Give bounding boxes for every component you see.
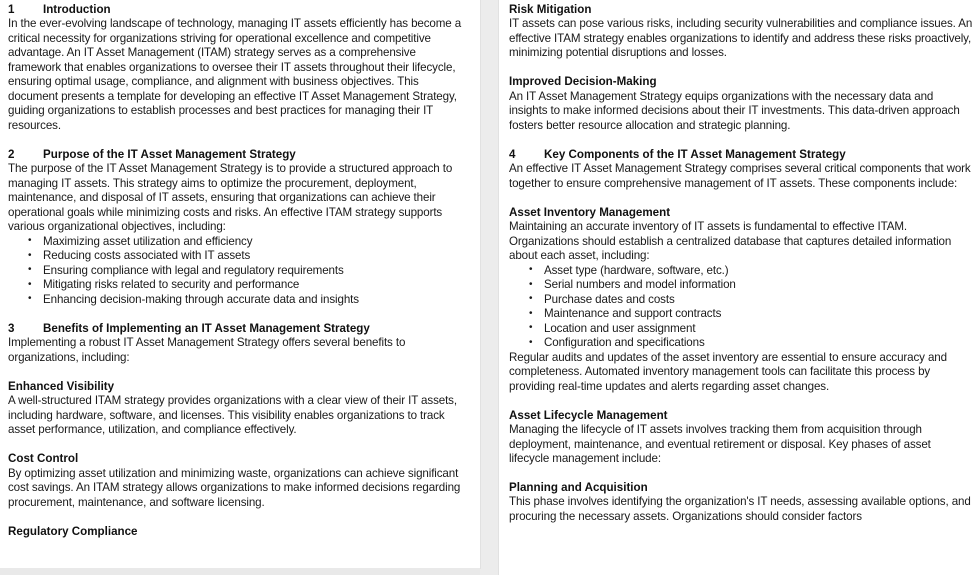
subsection-heading: Risk Mitigation bbox=[509, 3, 592, 16]
paragraph: The purpose of the IT Asset Management Strategy is to provide a structured approach to managing IT assets. This strategy aims to optimize the procurement, deployment, maintenance, and disposal of IT assets, ensuring that organizations can achieve their operational goals while minimizing costs and risks. An effective ITAM strategy supports various organizational objectives, including: bbox=[8, 162, 453, 234]
page-left-content bbox=[8, 3, 466, 539]
list-item: • Asset type (hardware, software, etc.) bbox=[509, 264, 974, 279]
paragraph: An effective IT Asset Management Strategy comprises several critical components that work together to ensure comprehensive management of IT assets. These components include: bbox=[509, 162, 971, 190]
list-item: • Ensuring compliance with legal and regulatory requirements bbox=[8, 264, 466, 279]
list-item: • Maximizing asset utilization and efficiency bbox=[8, 235, 466, 250]
subsection-heading: Regulatory Compliance bbox=[8, 524, 138, 538]
list-item: • Configuration and specifications bbox=[509, 336, 974, 351]
document-page-right[interactable] bbox=[499, 0, 980, 575]
paragraph: Managing the lifecycle of IT assets involves tracking them from acquisition through deployment, maintenance, and eventual retirement or disposal. Key phases of asset lifecycle management include: bbox=[509, 423, 931, 466]
subsection-heading: Enhanced Visibility bbox=[8, 379, 115, 393]
subsection-heading: Cost Control bbox=[8, 452, 79, 466]
paragraph: Maintaining an accurate inventory of IT assets is fundamental to effective ITAM. Organizations should establish a centralized database that captures detailed information about each asset, including: bbox=[509, 220, 952, 263]
list-item: • Location and user assignment bbox=[509, 322, 974, 337]
section-number: 3 bbox=[8, 321, 15, 335]
section-heading bbox=[509, 148, 974, 162]
subsection-heading: Improved Decision-Making bbox=[509, 75, 657, 89]
section-heading bbox=[8, 322, 466, 336]
viewer-bottom-edge bbox=[0, 568, 480, 575]
section-heading bbox=[8, 148, 466, 162]
section-heading bbox=[8, 3, 466, 17]
section-number: 1 bbox=[8, 3, 15, 16]
subsection-heading: Asset Lifecycle Management bbox=[509, 408, 668, 422]
list-item: • Enhancing decision-making through accurate data and insights bbox=[8, 293, 466, 308]
page-right-content bbox=[509, 3, 974, 524]
paragraph: A well-structured ITAM strategy provides organizations with a clear view of their IT assets, including hardware, software, and licenses. This visibility enables organizations to track asset performance, utilization, and compliance effectively. bbox=[8, 394, 457, 437]
paragraph: Implementing a robust IT Asset Management Strategy offers several benefits to organizations, including: bbox=[8, 336, 406, 364]
paragraph: IT assets can pose various risks, including security vulnerabilities and compliance issues. An effective ITAM strategy enables organizations to identify and address these risks proactively, minimizing potential disruptions and losses. bbox=[509, 17, 973, 60]
bullet-list bbox=[509, 264, 974, 351]
page-spread-divider bbox=[480, 0, 499, 575]
subsection-heading: Planning and Acquisition bbox=[509, 481, 648, 495]
list-item: • Reducing costs associated with IT assets bbox=[8, 249, 466, 264]
section-title: Purpose of the IT Asset Management Strategy bbox=[43, 147, 296, 161]
section-title: Benefits of Implementing an IT Asset Management Strategy bbox=[43, 321, 370, 335]
paragraph: Regular audits and updates of the asset inventory are essential to ensure accuracy and completeness. Automated inventory management tools can facilitate this process by providing real-time updates and alerts regarding asset changes. bbox=[509, 350, 947, 393]
section-title: Introduction bbox=[43, 3, 111, 16]
document-page-left[interactable] bbox=[0, 0, 480, 568]
subsection-heading: Asset Inventory Management bbox=[509, 205, 671, 219]
paragraph: By optimizing asset utilization and minimizing waste, organizations can achieve significant cost savings. An ITAM strategy allows organizations to make informed decisions regarding procurement, maintenance, and software licensing. bbox=[8, 466, 461, 509]
list-item: • Maintenance and support contracts bbox=[509, 307, 974, 322]
list-item: • Mitigating risks related to security and performance bbox=[8, 278, 466, 293]
section-number: 4 bbox=[509, 147, 516, 161]
bullet-list bbox=[8, 235, 466, 308]
list-item: • Serial numbers and model information bbox=[509, 278, 974, 293]
list-item: • Purchase dates and costs bbox=[509, 293, 974, 308]
paragraph: In the ever-evolving landscape of technology, managing IT assets efficiently has become a critical necessity for organizations striving for operational excellence and competitive advantage. An IT Asset Management (ITAM) strategy serves as a comprehensive framework that enables organizations to oversee their IT assets throughout their lifecycle, ensuring optimal usage, compliance, and alignment with business objectives. This document presents a template for developing an effective IT Asset Management Strategy, guiding organizations to establish processes and best practices for managing their IT resources. bbox=[8, 17, 462, 132]
paragraph: This phase involves identifying the organization's IT needs, assessing available options, and procuring the necessary assets. Organizations should consider factors bbox=[509, 495, 971, 523]
section-title: Key Components of the IT Asset Management Strategy bbox=[544, 147, 846, 161]
paragraph: An IT Asset Management Strategy equips organizations with the necessary data and insights to make informed decisions about their IT investments. This data-driven approach fosters better resource allocation and strategic planning. bbox=[509, 89, 960, 132]
section-number: 2 bbox=[8, 147, 15, 161]
